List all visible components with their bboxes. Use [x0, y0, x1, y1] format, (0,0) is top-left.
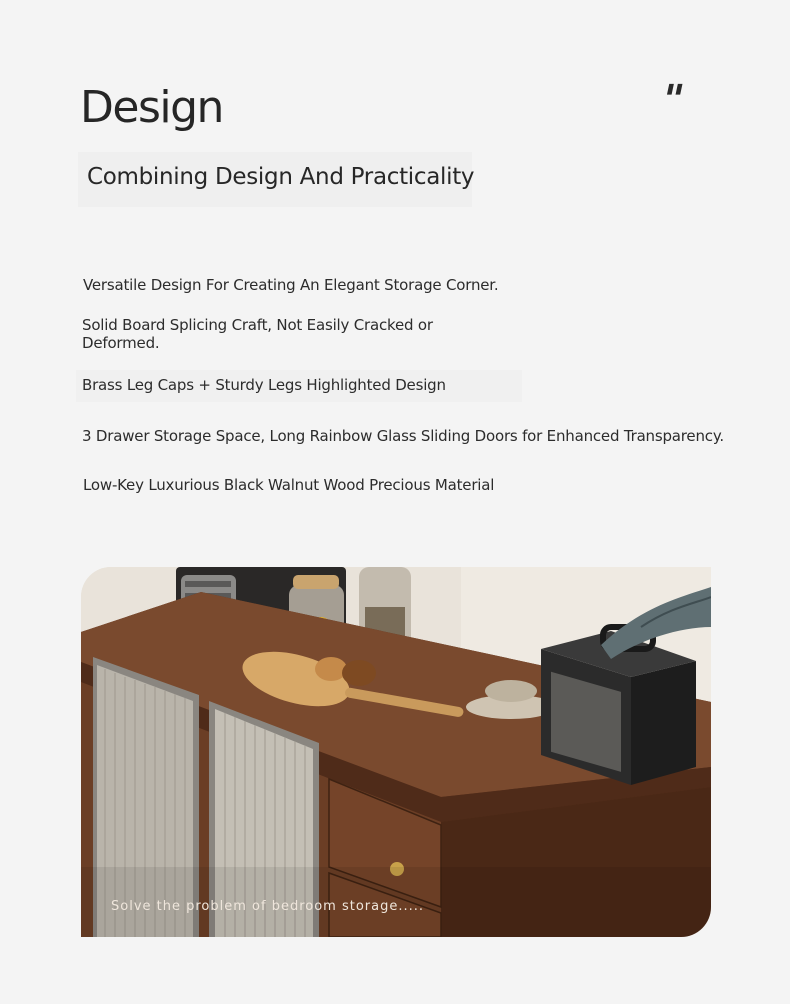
feature-item: Low-Key Luxurious Black Walnut Wood Precious Material	[83, 476, 495, 494]
sideboard-illustration	[81, 567, 711, 937]
feature-item: Versatile Design For Creating An Elegant Storage Corner.	[83, 276, 499, 294]
feature-item: Solid Board Splicing Craft, Not Easily Cracked or Deformed.	[82, 316, 433, 352]
quote-mark-icon: "	[657, 77, 688, 123]
page-title: Design	[80, 82, 223, 133]
product-photo	[81, 567, 711, 937]
photo-caption: Solve the problem of bedroom storage.....	[111, 899, 425, 914]
section-subtitle: Combining Design And Practicality	[87, 164, 475, 190]
feature-item: Brass Leg Caps + Sturdy Legs Highlighted Design	[82, 376, 446, 394]
feature-item: 3 Drawer Storage Space, Long Rainbow Glass Sliding Doors for Enhanced Transparency.	[82, 427, 724, 445]
